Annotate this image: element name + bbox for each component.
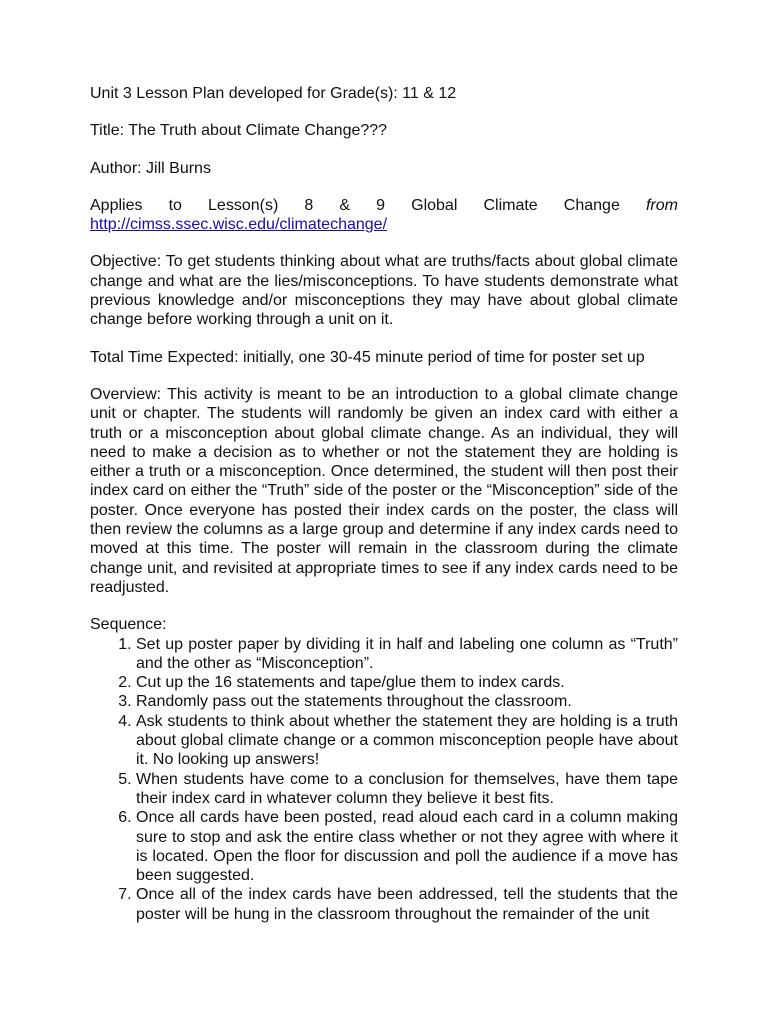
sequence-item: 6. Once all cards have been posted, read aloud each card in a column making sure to stop and ask the entire class whether or not they agree with where it is located. Open the floor for discussion and poll the audience if a move has been suggested.: [136, 808, 678, 885]
applies-word: Climate: [483, 196, 538, 214]
document-page: [90, 84, 678, 924]
sequence-item: 7. Once all of the index cards have been addressed, tell the students that the poster will be hung in the classroom throughout the remainder of the unit: [136, 885, 678, 924]
author-line: Author: Jill Burns: [90, 159, 211, 177]
applies-from: from: [645, 196, 678, 214]
sequence-item: 5. When students have come to a conclusion for themselves, have them tape their index card in whatever column they believe it best fits.: [136, 770, 678, 809]
sequence-item: 1. Set up poster paper by dividing it in half and labeling one column as “Truth” and the other as “Misconception”.: [136, 635, 678, 674]
applies-word: 8: [304, 196, 314, 214]
climate-change-link[interactable]: http://cimss.ssec.wisc.edu/climatechange/: [90, 216, 388, 234]
applies-paragraph: [90, 196, 678, 235]
applies-line: [90, 196, 678, 215]
applies-word: Global: [411, 196, 458, 214]
applies-word: to: [168, 196, 182, 214]
sequence-item: 3. Randomly pass out the statements throughout the classroom.: [136, 692, 678, 711]
sequence-heading: Sequence:: [90, 616, 167, 634]
applies-word: Change: [563, 196, 620, 214]
unit-line: Unit 3 Lesson Plan developed for Grade(s): 11 & 12: [90, 85, 457, 102]
sequence-item: 4. Ask students to think about whether the statement they are holding is a truth about global climate change or a common misconception people have about it. No looking up answers!: [136, 712, 678, 770]
applies-word: &: [339, 196, 351, 214]
total-time-line: Total Time Expected: initially, one 30-45 minute period of time for poster set up: [90, 348, 645, 366]
title-line: Title: The Truth about Climate Change???: [90, 122, 388, 140]
sequence-list: [90, 635, 678, 924]
overview-paragraph: Overview: This activity is meant to be an introduction to a global climate change unit or chapter. The students will randomly be given an index card with either a truth or a misconception about global climate change. As an individual, they will need to make a decision as to whether or not the statement they are holding is either a truth or a misconception. Once determined, the student will then post their index card on either the “Truth” side of the poster or the “Misconception” side of the poster. Once everyone has posted their index cards on the poster, the class will then review the columns as a large group and determine if any index cards need to moved at this time. The poster will remain in the classroom during the climate change unit, and revisited at appropriate times to see if any index cards need to be readjusted.: [90, 385, 678, 596]
applies-word: Applies: [90, 196, 143, 214]
objective-paragraph: Objective: To get students thinking about what are truths/facts about global climate change and what are the lies/misconceptions. To have students demonstrate what previous knowledge and/or misconceptions they may have about global climate change before working through a unit on it.: [90, 253, 678, 329]
applies-word: Lesson(s): [208, 196, 279, 214]
applies-word: 9: [376, 196, 386, 214]
sequence-item: 2. Cut up the 16 statements and tape/glue them to index cards.: [136, 673, 678, 692]
